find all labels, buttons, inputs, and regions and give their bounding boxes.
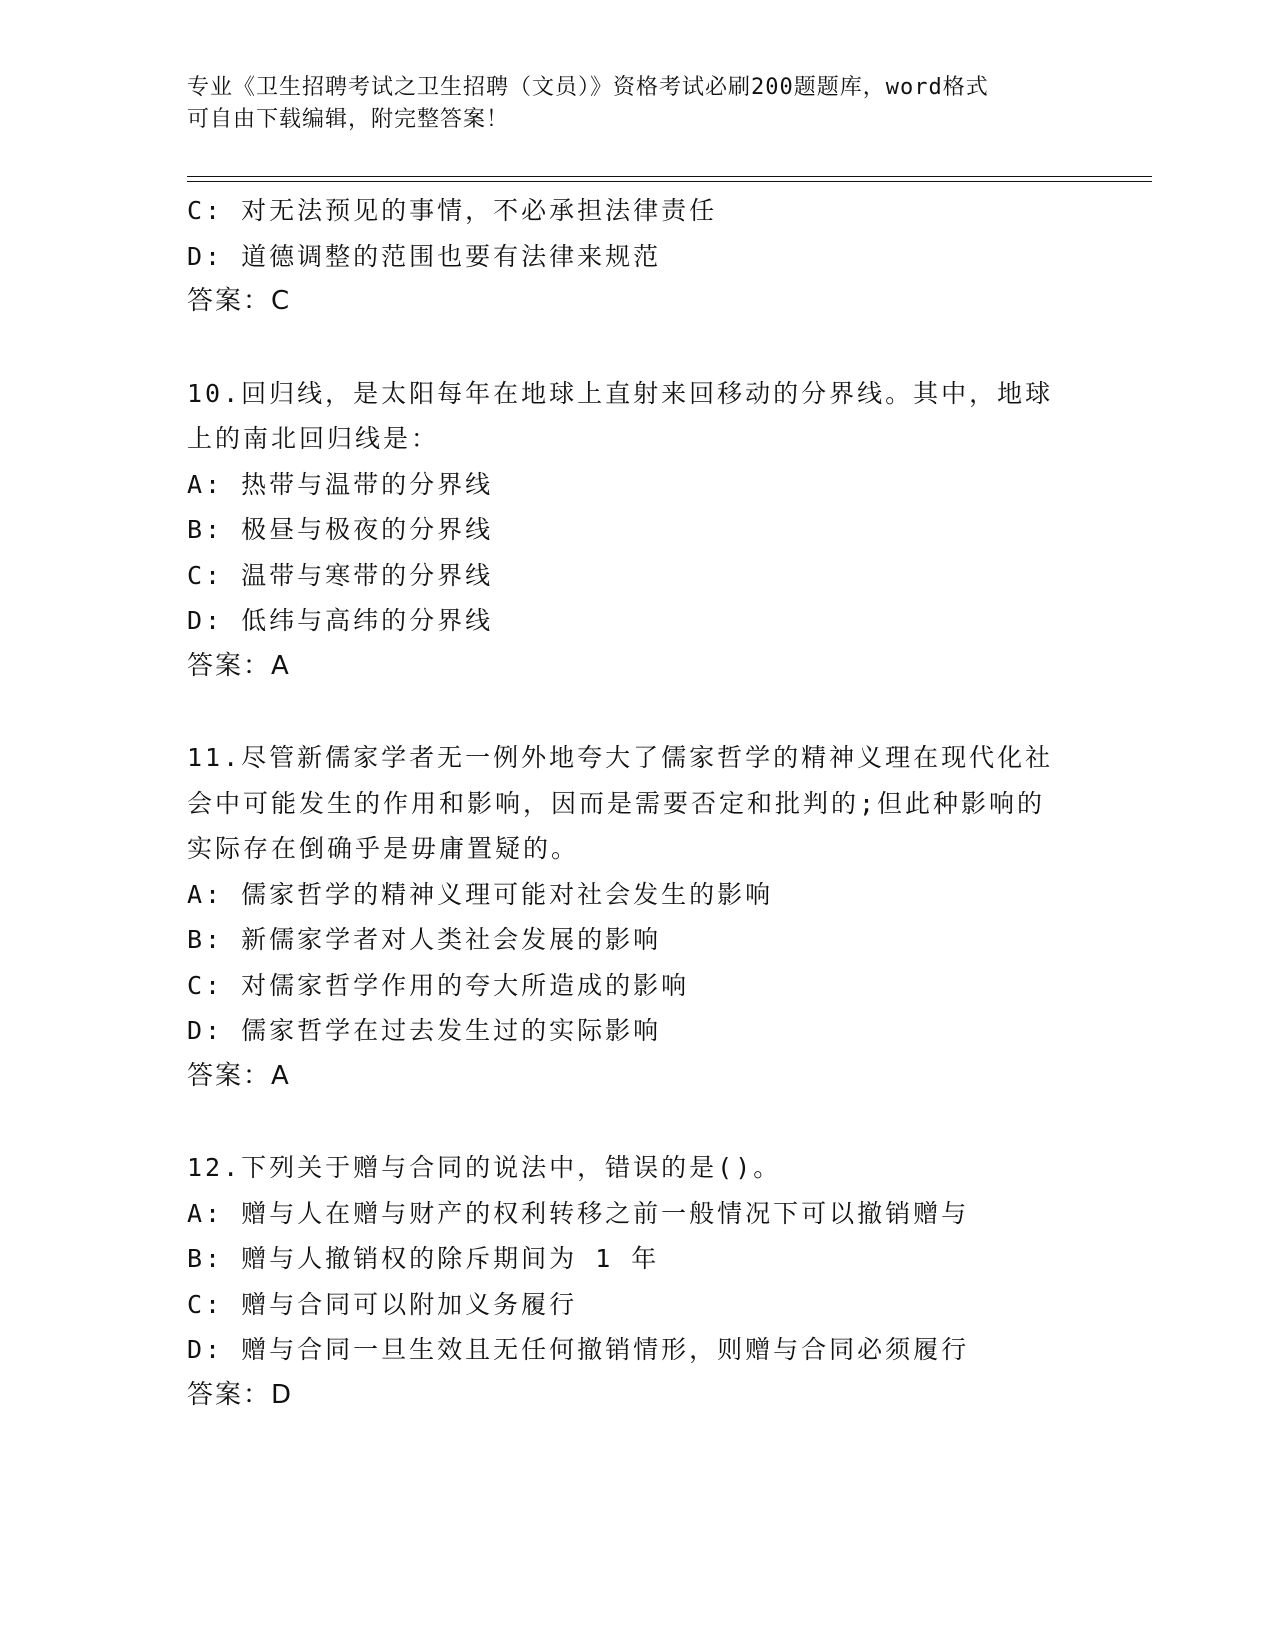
question-content — [187, 188, 1087, 1418]
spacer — [187, 689, 1087, 735]
option-b: B: 赠与人撤销权的除斥期间为 1 年 — [187, 1244, 660, 1273]
question-stem: 10.回归线，是太阳每年在地球上直射来回移动的分界线。其中，地球 — [187, 378, 1054, 408]
option-d: D: 低纬与高纬的分界线 — [187, 606, 494, 635]
option-a: A: 儒家哲学的精神义理可能对社会发生的影响 — [187, 879, 774, 909]
answer-line: 答案：D — [187, 1379, 294, 1410]
answer-line: 答案：A — [187, 1060, 291, 1091]
spacer — [187, 325, 1087, 371]
answer-line: 答案：C — [187, 286, 292, 316]
option-c: C: 赠与合同可以附加义务履行 — [187, 1289, 578, 1319]
option-d: D: 儒家哲学在过去发生过的实际影响 — [187, 1016, 662, 1045]
spacer — [187, 1099, 1087, 1145]
option-b: B: 极昼与极夜的分界线 — [187, 515, 494, 544]
header-divider-top — [187, 176, 1152, 177]
question-stem: 11.尽管新儒家学者无一例外地夸大了儒家哲学的精神义理在现代化社 — [187, 743, 1054, 772]
option-c: C: 对儒家哲学作用的夸大所造成的影响 — [187, 970, 690, 1000]
option-a: A: 赠与人在赠与财产的权利转移之前一般情况下可以撤销赠与 — [187, 1198, 970, 1228]
option-d: D: 赠与合同一旦生效且无任何撤销情形，则赠与合同必须履行 — [187, 1335, 970, 1364]
option-d: D: 道德调整的范围也要有法律来规范 — [187, 241, 662, 271]
question-10 — [187, 371, 1087, 690]
option-a: A: 热带与温带的分界线 — [187, 469, 494, 499]
question-stem: 实际存在倒确乎是毋庸置疑的。 — [187, 834, 580, 863]
document-header — [187, 72, 1067, 136]
question-stem: 会中可能发生的作用和影响，因而是需要否定和批判的;但此种影响的 — [187, 788, 1046, 818]
question-11 — [187, 735, 1087, 1099]
question-stem: 12.下列关于赠与合同的说法中，错误的是()。 — [187, 1153, 782, 1182]
header-line-1: 专业《卫生招聘考试之卫生招聘（文员）》资格考试必刷200题题库，word格式 — [187, 75, 989, 100]
question-stem: 上的南北回归线是： — [187, 424, 440, 453]
header-divider-bottom — [187, 181, 1152, 182]
option-c: C: 温带与寒带的分界线 — [187, 560, 494, 590]
question-12 — [187, 1145, 1087, 1418]
option-c: C: 对无法预见的事情，不必承担法律责任 — [187, 196, 718, 225]
option-b: B: 新儒家学者对人类社会发展的影响 — [187, 925, 662, 954]
answer-line: 答案：A — [187, 650, 291, 681]
header-line-2: 可自由下载编辑，附完整答案！ — [187, 107, 510, 132]
question-9-continued — [187, 188, 1087, 325]
